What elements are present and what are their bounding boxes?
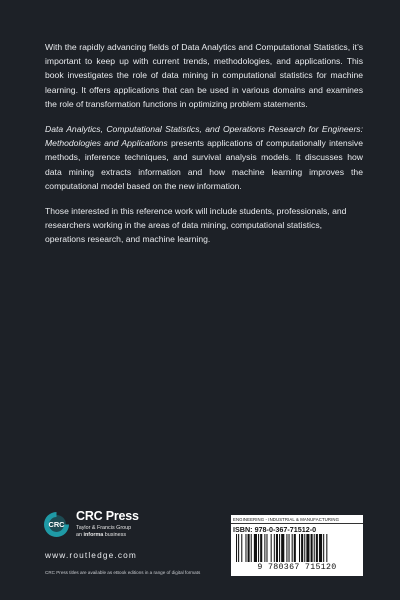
- barcode-stripe: [286, 534, 287, 562]
- barcode-stripe: [260, 534, 262, 562]
- barcode-stripe: [323, 534, 324, 562]
- barcode-stripe: [264, 534, 265, 562]
- barcode-stripe: [241, 534, 242, 562]
- barcode-stripe: [254, 534, 257, 562]
- blurb-paragraph-3: Those interested in this reference work will include students, professionals, and researchers working in the areas of data mining, computational statistics, operations research, and machine learning.: [45, 206, 347, 245]
- barcode-stripe: [319, 534, 322, 562]
- publisher-group: Taylor & Francis Group: [76, 525, 132, 531]
- barcode-digits: 9 780367 715120: [257, 563, 337, 572]
- subject-category: ENGINEERING - INDUSTRIAL & MANUFACTURING: [231, 516, 363, 524]
- publisher-url: www.routledge.com: [45, 550, 137, 560]
- barcode-stripe: [289, 534, 290, 562]
- logo-text: CRC: [48, 520, 65, 530]
- barcode-stripe: [326, 534, 327, 562]
- barcode-stripe: [292, 534, 293, 562]
- barcode-stripe: [304, 534, 305, 562]
- blurb-paragraph-2: [45, 122, 363, 193]
- publisher-business: an informa business: [76, 532, 127, 538]
- barcode-stripe: [236, 534, 237, 562]
- barcode-stripe: [276, 534, 278, 562]
- barcode-stripe: [316, 534, 318, 562]
- barcode-stripe: [301, 534, 303, 562]
- barcode-stripe: [299, 534, 300, 562]
- barcode-stripe: [281, 534, 284, 562]
- barcode-stripe: [274, 534, 275, 562]
- barcode-stripe: [258, 534, 259, 562]
- barcode-stripe: [248, 534, 250, 562]
- publisher-name: CRC Press: [76, 509, 139, 523]
- barcode-stripe: [251, 534, 252, 562]
- isbn-label: ISBN: 978-0-367-71512-0: [233, 525, 317, 534]
- informa-name: informa: [83, 532, 104, 538]
- barcode-stripe: [271, 534, 272, 562]
- barcode-stripe: [245, 534, 246, 562]
- barcode-stripe: [266, 534, 267, 562]
- barcode-stripe: [279, 534, 280, 562]
- crc-press-logo: [43, 511, 70, 538]
- barcode-stripe: [306, 534, 309, 562]
- barcode-panel: [231, 515, 363, 576]
- blurb-paragraph-2-text: presents applications of computationally intensive methods, inference techniques, and survival analysis models. It discusses how data mining extracts information and how machine learning improves the computational model based on the new information.: [45, 138, 363, 191]
- barcode-bars: [234, 534, 360, 564]
- book-title: Data Analytics, Computational Statistics, and Operations Research for Engineers: Methodologies and Applications: [45, 124, 363, 149]
- barcode-stripe: [311, 534, 313, 562]
- ebook-note: CRC Press titles are available as eBook editions in a range of digital formats: [45, 570, 201, 575]
- back-cover-blurb: [45, 40, 363, 258]
- barcode-stripe: [238, 534, 239, 562]
- barcode-stripe: [294, 534, 296, 562]
- blurb-paragraph-1: With the rapidly advancing fields of Data Analytics and Computational Statistics, it’s important to keep up with current trends, methodologies, and applications. This book investigates the role of data mining in computational statistics for machine learning. It offers applications that can be used in various domains and examines the role of transformation functions in optimizing problem statements.: [45, 42, 363, 109]
- barcode-stripe: [314, 534, 315, 562]
